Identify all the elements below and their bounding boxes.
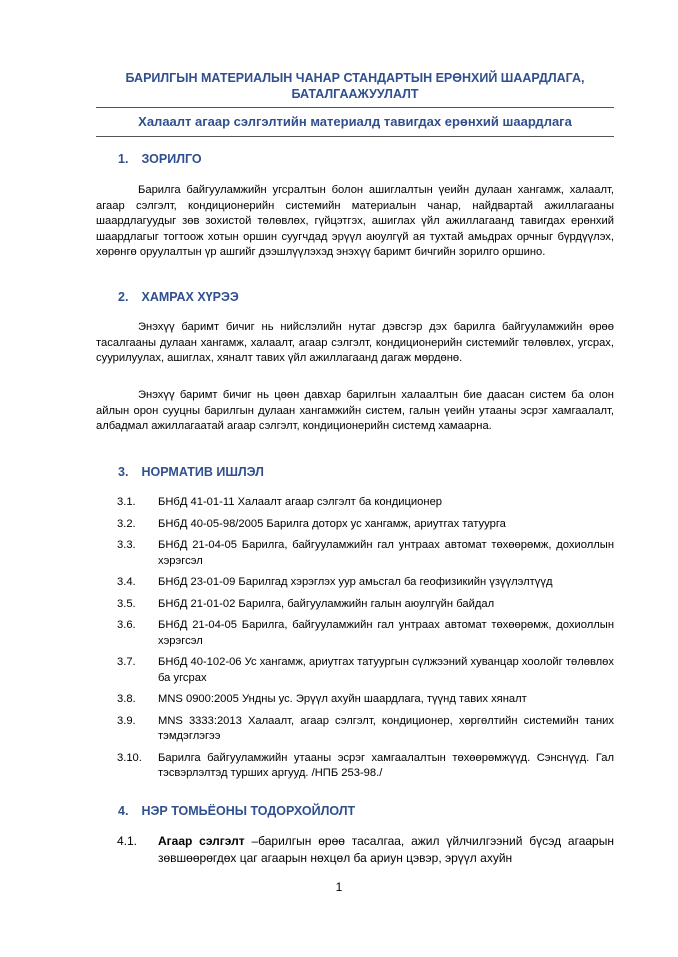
list-item-number: 3.8. [117,693,136,705]
list-item-text: БНбД 41-01-11 Халаалт агаар сэлгэлт ба кондиционер [158,496,443,508]
section-number: 3. [118,465,129,479]
definition-item [117,833,614,867]
document-title: БАРИЛГЫН МАТЕРИАЛЫН ЧАНАР СТАНДАРТЫН ЕРӨНХИЙ ШААРДЛАГА, БАТАЛГААЖУУЛАЛТ [125,71,585,101]
list-item [117,538,614,569]
list-item-text: БНбД 23-01-09 Барилгад хэрэглэх уур амьсгал ба геофизикийн үзүүлэлтүүд [158,576,553,588]
normative-references-list [117,495,614,782]
list-item-text: БНбД 40-05-98/2005 Барилга доторх ус хангамж, ариутгах татуурга [158,517,506,530]
list-item [117,692,614,708]
document-subtitle: Халаалт агаар сэлгэлтийн материалд тавигдах ерөнхий шаардлага [138,114,572,129]
definition-body [158,833,614,867]
list-item [117,618,614,649]
list-item [117,495,614,511]
list-item [117,597,614,613]
list-item-number: 3.4. [117,576,136,588]
list-item-number: 3.5. [117,597,136,610]
list-item [117,714,614,745]
section-title: НЭР ТОМЬЁОНЫ ТОДОРХОЙЛОЛТ [141,804,356,818]
list-item [117,655,614,686]
list-item-text: MNS 0900:2005 Ундны ус. Эрүүл ахуйн шаардлага, түүнд тавих хяналт [158,693,527,705]
list-item-number: 3.2. [117,517,136,530]
list-item-text: БНбД 40-102-06 Ус хангамж, ариутгах татуургын сүлжээний хуванцар хоолойг төлөвлөх ба угсрах [158,656,614,684]
section-number: 1. [118,152,129,166]
title-divider-top [96,107,614,108]
section-title: НОРМАТИВ ИШЛЭЛ [141,465,264,479]
definition-number: 4.1. [117,834,138,848]
list-item-text: Барилга байгууламжийн утааны эсрэг хамгаалалтын төхөөрөмжүүд. Сэнснүүд. Гал тэсвэрлэлтэд турших аргууд. /НПБ 253-98./ [158,751,614,779]
list-item-text: БНбД 21-04-05 Барилга, байгууламжийн гал унтраах автомат төхөөрөмж, дохиоллын хэрэгсэл [158,539,614,567]
section-number: 2. [118,290,129,304]
list-item-number: 3.7. [117,656,136,668]
list-item-text: MNS 3333:2013 Халаалт, агаар сэлгэлт, кондиционер, хөргөлтийн системийн таних тэмдэглэгээ [158,714,614,742]
section-number: 4. [118,804,129,818]
list-item [117,751,614,782]
scope-paragraph-1: Энэхүү баримт бичиг нь нийслэлийн нутаг дэвсгэр дэх барилга байгууламжийн өрөө тасалгааны дулаан хангамж, халаалт, агаар сэлгэлт, кондиционерийн системийг төлөвлөх, угсрах, суурилуулах, ашиглах, хяналт тавих үйл ажиллагаанд дагаж мөрдөнө. [96,321,614,364]
title-divider-bottom [96,136,614,137]
scope-paragraph-2: Энэхүү баримт бичиг нь цөөн давхар барилгын халаалтын бие даасан систем ба олон айлын орон сууцны барилгын дулаан хангамжийн систем, галын үеийн утааны эсрэг хамгаалалт, албадмал ажиллагаатай агаар сэлгэлт, кондиционерийн системд хамаарна. [96,389,614,432]
list-item-number: 3.9. [117,714,136,727]
section-title: ХАМРАХ ХҮРЭЭ [141,290,239,304]
section-heading-scope [118,289,239,305]
list-item-text: БНбД 21-01-02 Барилга, байгууламжийн галын аюулгүйн байдал [158,597,495,610]
definition-text: –барилгын өрөө тасалгаа, ажил үйлчилгээний бүсэд агаарын зөвшөөрөгдөх цаг агаарын нөхцөл ба ариун цэвэр, эрүүл ахуйн [158,834,614,865]
page-number: 1 [335,880,343,894]
section-title: ЗОРИЛГО [141,152,202,166]
section-heading-normative-references [118,464,264,480]
list-item-number: 3.6. [117,619,136,631]
definition-term: Агаар сэлгэлт [158,834,245,848]
list-item-number: 3.10. [117,751,142,764]
list-item-number: 3.1. [117,496,136,508]
section-heading-terms-definitions [118,803,355,819]
section-heading-purpose [118,151,202,167]
list-item [117,517,614,533]
list-item-number: 3.3. [117,539,136,551]
list-item [117,575,614,591]
purpose-paragraph: Барилга байгууламжийн угсралтын болон ашиглалтын үеийн дулаан хангамж, халаалт, агаар сэлгэлт, кондиционерийн системийн материалын чанар, найдвартай ажиллагааны шаардлагуудыг зөв зохистой төлөвлөх, гүйцэтгэх, ашиглах үйл ажиллагаанд тавигдах ерөнхий шаардлагыг тогтоож хотын оршин суугчдад эрүүл аюулгүй ая тухтай амьдрах орчныг бүрдүүлэх, хөрөнгө оруулалтын үр ашгийг дээшлүүлэхэд энэхүү баримт бичгийн зорилго оршино. [96,184,614,258]
list-item-text: БНбД 21-04-05 Барилга, байгууламжийн гал унтраах автомат төхөөрөмж, дохиоллын хэрэгсэл [158,619,614,647]
